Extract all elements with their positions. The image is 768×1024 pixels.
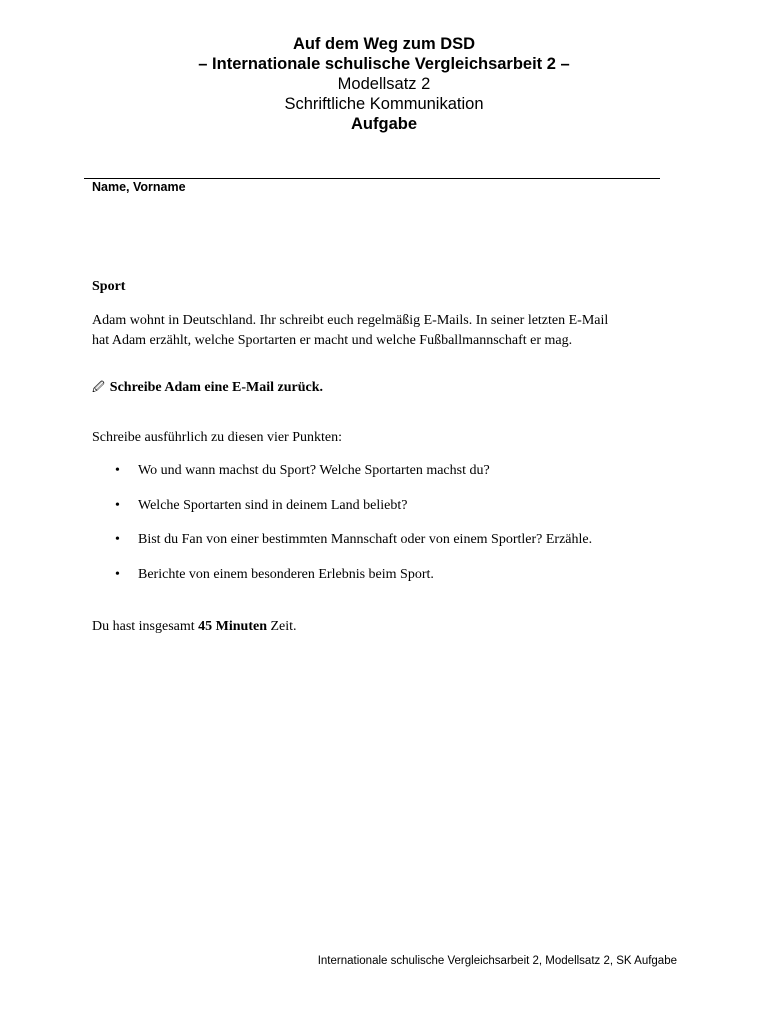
list-item-text: Bist du Fan von einer bestimmten Mannschaft oder von einem Sportler? Erzähle. <box>138 532 593 547</box>
task-instruction-text: Schreibe Adam eine E-Mail zurück. <box>109 380 324 395</box>
bullet-icon: • <box>115 566 120 582</box>
task-intro <box>92 311 672 351</box>
name-field-label: Name, Vorname <box>92 180 186 194</box>
time-note <box>92 617 672 637</box>
task-intro-line: hat Adam erzählt, welche Sportarten er macht und welche Fußballmannschaft er mag. <box>92 333 573 348</box>
header-section: Schriftliche Kommunikation <box>284 95 484 113</box>
page-footer: Internationale schulische Vergleichsarbeit 2, Modellsatz 2, SK Aufgabe <box>317 955 677 967</box>
points-list <box>115 461 695 599</box>
header-model-set: Modellsatz 2 <box>337 75 431 93</box>
task-instruction <box>92 377 672 398</box>
list-item <box>115 530 695 565</box>
task-intro-line: Adam wohnt in Deutschland. Ihr schreibt euch regelmäßig E-Mails. In seiner letzten E-Mail <box>92 313 609 328</box>
list-item-text: Welche Sportarten sind in deinem Land beliebt? <box>138 497 408 513</box>
list-item <box>115 461 695 496</box>
header-subtitle: – Internationale schulische Vergleichsarbeit 2 – <box>198 55 570 73</box>
bullet-icon: • <box>115 463 120 478</box>
time-prefix: Du hast insgesamt <box>92 619 195 634</box>
bullet-icon: • <box>115 532 120 547</box>
pen-icon: 🖉 <box>92 380 105 394</box>
header-task-label: Aufgabe <box>351 115 417 133</box>
document-header <box>0 34 768 134</box>
time-suffix: Zeit. <box>270 619 297 634</box>
points-intro: Schreibe ausführlich zu diesen vier Punkten: <box>92 430 342 445</box>
header-title: Auf dem Weg zum DSD <box>292 35 476 53</box>
task-topic: Sport <box>92 279 126 294</box>
list-item-text: Wo und wann machst du Sport? Welche Sportarten machst du? <box>138 463 490 478</box>
list-item <box>115 565 695 600</box>
list-item-text: Berichte von einem besonderen Erlebnis beim Sport. <box>138 566 434 582</box>
name-underline <box>84 178 660 179</box>
list-item <box>115 496 695 531</box>
bullet-icon: • <box>115 497 120 513</box>
time-value: 45 Minuten <box>198 619 267 634</box>
